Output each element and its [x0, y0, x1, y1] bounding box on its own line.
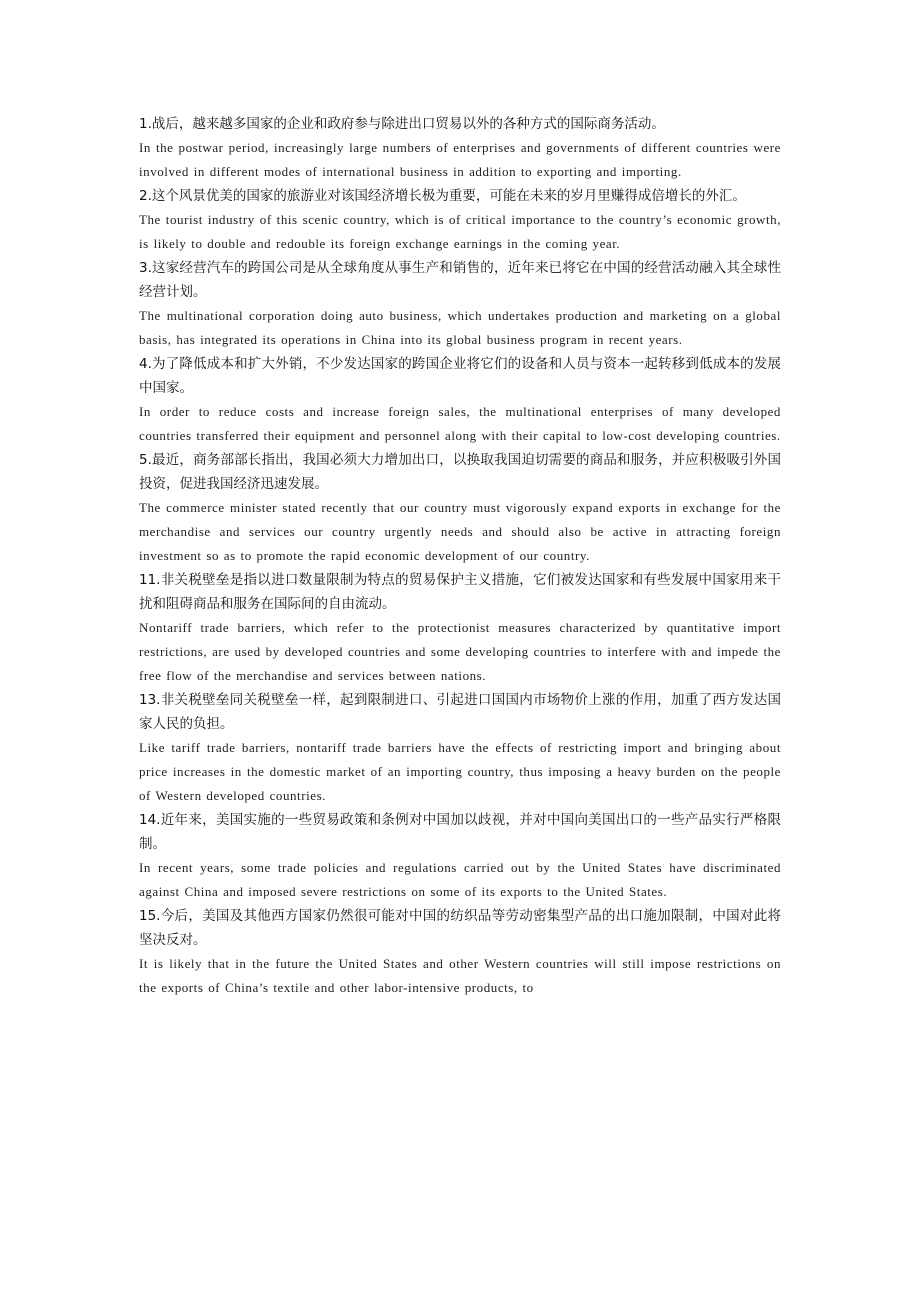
english-translation: In recent years, some trade policies and regulations carried out by the United States have discriminated against China and imposed severe restrictions on some of its exports to the United States.: [139, 860, 781, 899]
document-body: [139, 112, 781, 1000]
english-translation: Like tariff trade barriers, nontariff trade barriers have the effects of restricting import and bringing about price increases in the domestic market of an importing country, thus imposing a heavy burden on the people of Western developed countries.: [139, 740, 781, 803]
english-translation: The multinational corporation doing auto business, which undertakes production and marketing on a global basis, has integrated its operations in China into its global business program in recent years.: [139, 308, 781, 347]
chinese-sentence: 11.非关税壁垒是指以进口数量限制为特点的贸易保护主义措施，它们被发达国家和有些发展中国家用来干扰和阻碍商品和服务在国际间的自由流动。: [139, 572, 781, 612]
sentence-pair-4: [139, 352, 781, 448]
chinese-sentence: 15.今后，美国及其他西方国家仍然很可能对中国的纺织品等劳动密集型产品的出口施加限制，中国对此将坚决反对。: [139, 908, 781, 948]
chinese-sentence: 2.这个风景优美的国家的旅游业对该国经济增长极为重要，可能在未来的岁月里赚得成倍增长的外汇。: [139, 188, 746, 204]
english-translation: The commerce minister stated recently that our country must vigorously expand exports in exchange for the merchandise and services our country urgently needs and should also be active in attracting foreign investment so as to promote the rapid economic development of our country.: [139, 500, 781, 563]
english-translation: In order to reduce costs and increase foreign sales, the multinational enterprises of many developed countries transferred their equipment and personnel along with their capital to low-cost developing countries.: [139, 404, 781, 443]
english-translation: It is likely that in the future the United States and other Western countries will still impose restrictions on the exports of China’s textile and other labor-intensive products, to: [139, 956, 781, 995]
chinese-sentence: 5.最近，商务部部长指出，我国必须大力增加出口，以换取我国迫切需要的商品和服务，并应积极吸引外国投资，促进我国经济迅速发展。: [139, 452, 781, 492]
chinese-sentence: 1.战后，越来越多国家的企业和政府参与除进出口贸易以外的各种方式的国际商务活动。: [139, 116, 665, 132]
chinese-sentence: 14.近年来，美国实施的一些贸易政策和条例对中国加以歧视，并对中国向美国出口的一些产品实行严格限制。: [139, 812, 781, 852]
sentence-pair-15: [139, 904, 781, 1000]
sentence-pair-3: [139, 256, 781, 352]
english-translation: In the postwar period, increasingly large numbers of enterprises and governments of different countries were involved in different modes of international business in addition to exporting and importing.: [139, 140, 781, 179]
english-translation: Nontariff trade barriers, which refer to the protectionist measures characterized by quantitative import restrictions, are used by developed countries and some developing countries to interfere with and impede the free flow of the merchandise and services between nations.: [139, 620, 781, 683]
sentence-pair-1: [139, 112, 781, 184]
sentence-pair-2: [139, 184, 781, 256]
sentence-pair-13: [139, 688, 781, 808]
chinese-sentence: 13.非关税壁垒同关税壁垒一样，起到限制进口、引起进口国国内市场物价上涨的作用，加重了西方发达国家人民的负担。: [139, 692, 781, 732]
chinese-sentence: 4.为了降低成本和扩大外销，不少发达国家的跨国企业将它们的设备和人员与资本一起转移到低成本的发展中国家。: [139, 356, 781, 396]
english-translation: The tourist industry of this scenic country, which is of critical importance to the country’s economic growth, is likely to double and redouble its foreign exchange earnings in the coming year.: [139, 212, 781, 251]
chinese-sentence: 3.这家经营汽车的跨国公司是从全球角度从事生产和销售的，近年来已将它在中国的经营活动融入其全球性经营计划。: [139, 260, 781, 300]
sentence-pair-11: [139, 568, 781, 688]
sentence-pair-14: [139, 808, 781, 904]
sentence-pair-5: [139, 448, 781, 568]
